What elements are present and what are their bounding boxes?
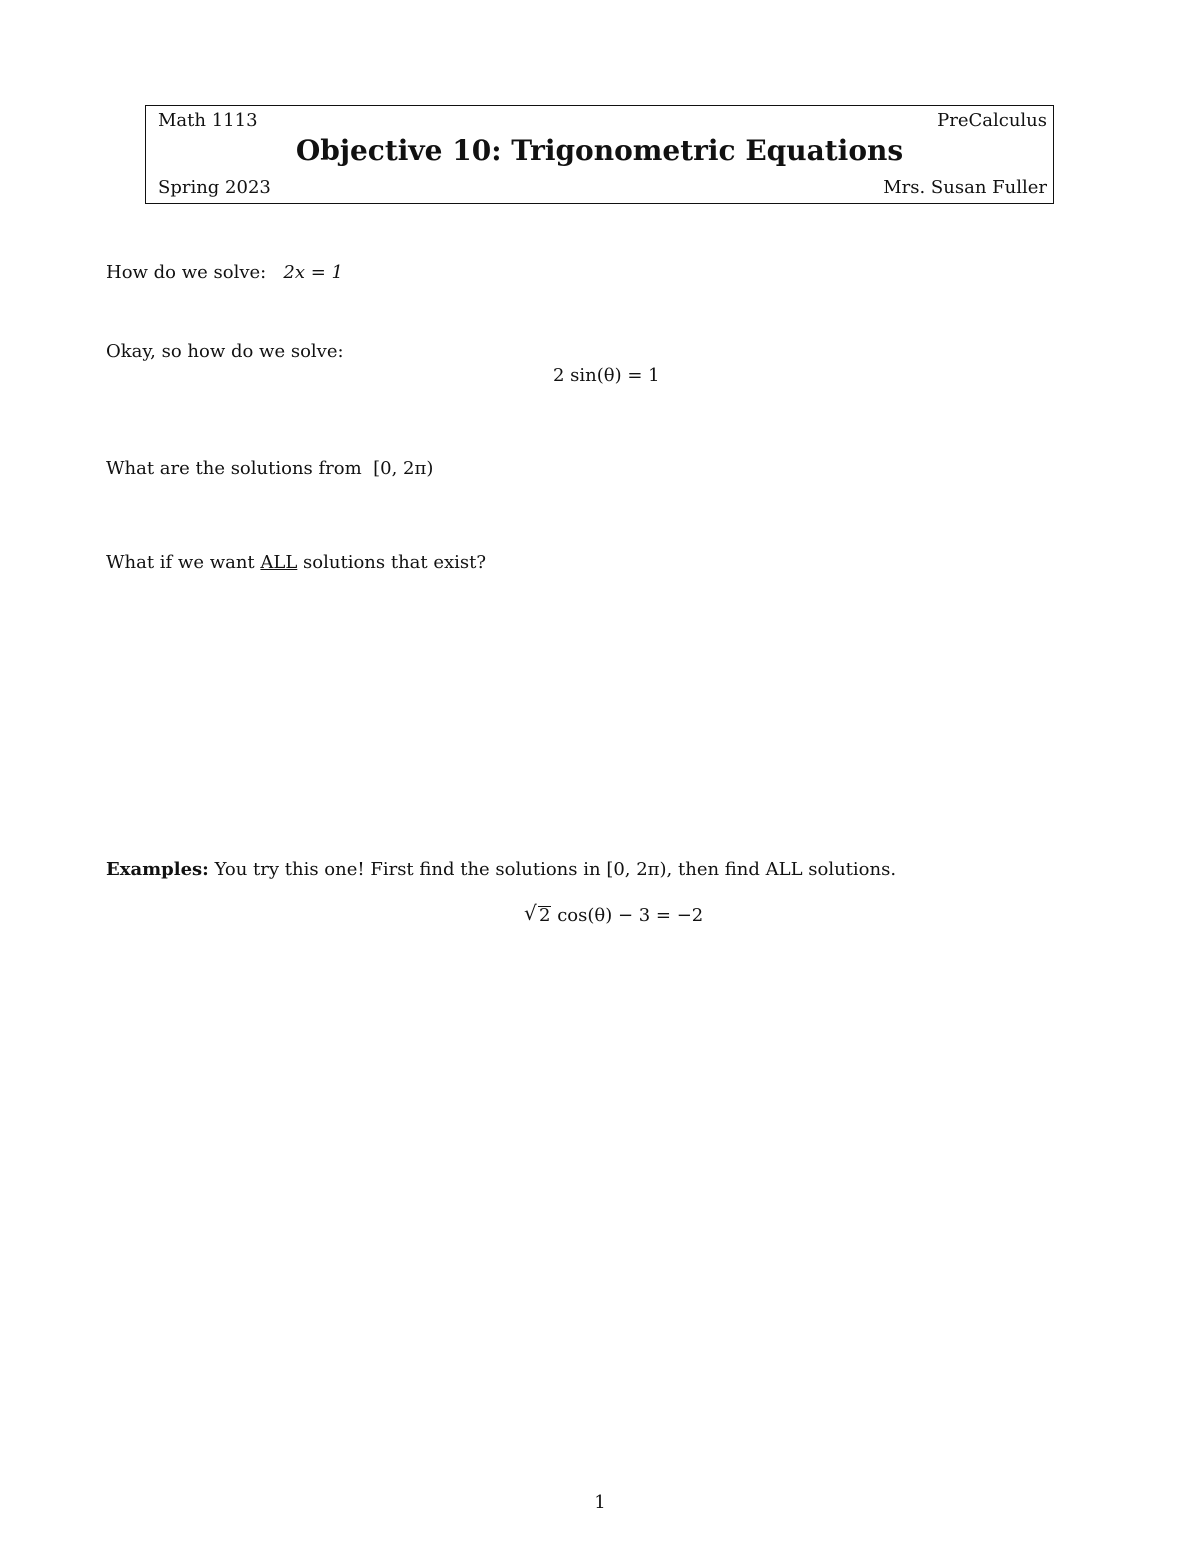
course-subject: PreCalculus: [937, 110, 1047, 131]
question-4: [106, 554, 486, 572]
question-4-after: solutions that exist?: [303, 552, 487, 573]
question-3-interval: [0, 2π): [373, 458, 434, 479]
term: Spring 2023: [158, 177, 271, 198]
question-3: [106, 460, 433, 478]
examples-label: Examples:: [106, 859, 209, 880]
question-1-text: How do we solve:: [106, 262, 267, 283]
examples-equation-rest: cos(θ) − 3 = −2: [557, 905, 704, 926]
question-1: [106, 264, 343, 282]
course-number: Math 1113: [158, 110, 258, 131]
question-3-text: What are the solutions from: [106, 458, 362, 479]
question-4-before: What if we want: [106, 552, 255, 573]
page-title: Objective 10: Trigonometric Equations: [295, 134, 904, 167]
radical-sign-icon: √: [524, 901, 537, 925]
question-1-equation: 2x = 1: [283, 262, 344, 283]
header-box: [145, 105, 1054, 204]
question-2-equation: 2 sin(θ) = 1: [553, 365, 660, 386]
page-number: 1: [594, 1492, 606, 1513]
instructor: Mrs. Susan Fuller: [883, 177, 1047, 198]
question-2-text: Okay, so how do we solve:: [106, 341, 344, 362]
examples-equation: [524, 901, 704, 926]
question-4-emphasis: ALL: [260, 552, 298, 573]
examples-text-a: You try this one! First find the solutions in: [214, 859, 601, 880]
examples-interval: [0, 2π): [606, 859, 667, 880]
sqrt-expression: [524, 901, 551, 926]
examples-text-b: , then find ALL solutions.: [666, 859, 897, 880]
examples-prompt: [106, 861, 896, 879]
radicand: 2: [539, 905, 551, 926]
